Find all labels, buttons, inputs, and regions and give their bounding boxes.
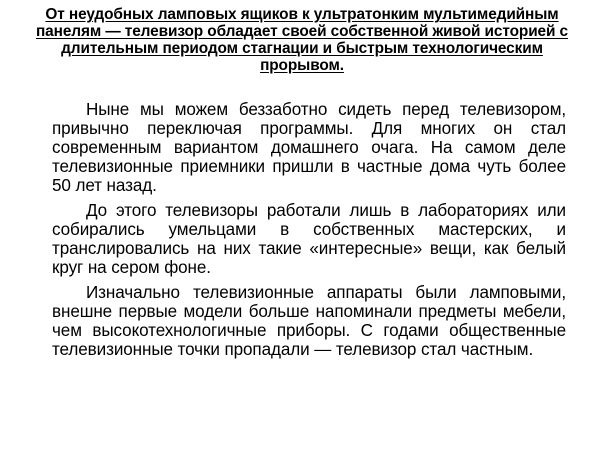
slide-body (52, 100, 566, 365)
paragraph-2: До этого телевизоры работали лишь в лабораториях или собирались умельцами в собственных мастерских, и транслировались на них такие «интересные» вещи, как белый круг на сером фоне. (52, 201, 566, 277)
slide-title: От неудобных ламповых ящиков к ультратонким мультимедийным панелям — телевизор обладает своей собственной живой историей с длительным периодом стагнации и быстрым технологическим прорывом. (35, 6, 569, 74)
paragraph-1: Ныне мы можем беззаботно сидеть перед телевизором, привычно переключая программы. Для многих он стал современным вариантом домашнего очага. На самом деле телевизионные приемники пришли в частные дома чуть более 50 лет назад. (52, 100, 566, 195)
paragraph-3: Изначально телевизионные аппараты были ламповыми, внешне первые модели больше напоминали предметы мебели, чем высокотехнологичные приборы. С годами общественные телевизионные точки пропадали — телевизор стал частным. (52, 283, 566, 359)
